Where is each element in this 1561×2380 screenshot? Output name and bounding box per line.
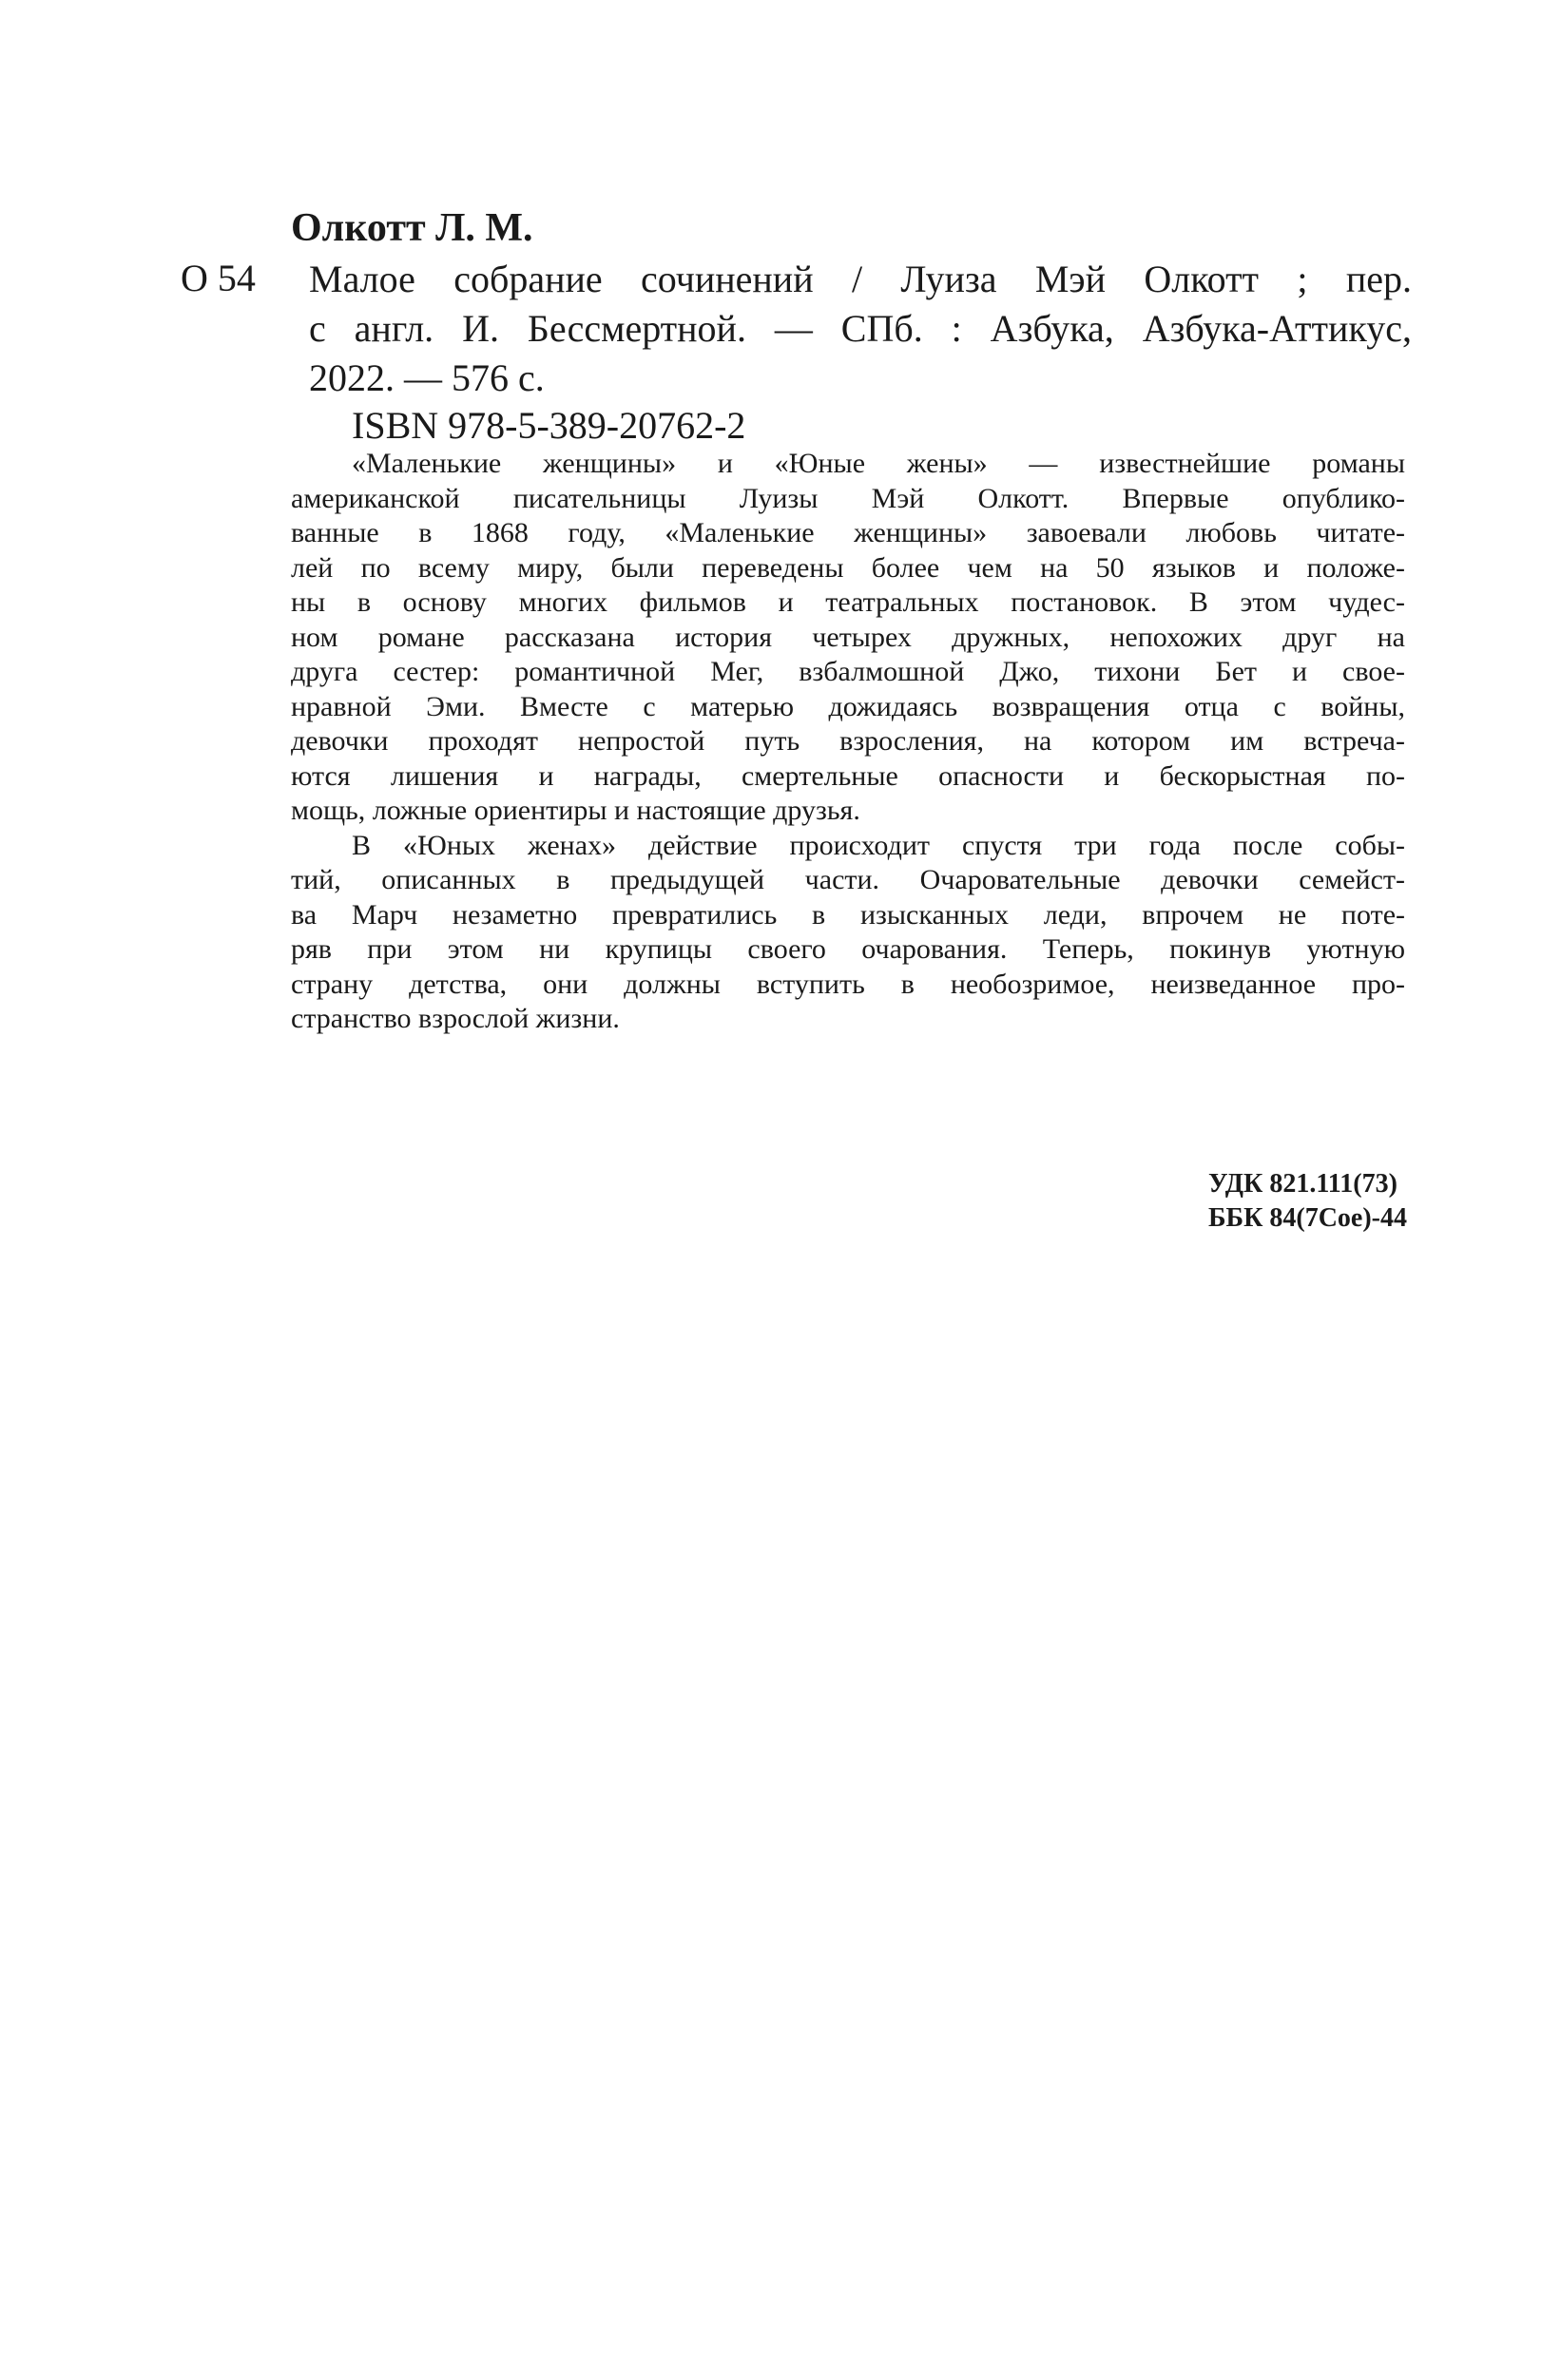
udk-code: УДК 821.111(73) xyxy=(1208,1169,1397,1199)
annotation-line: ва Марч незаметно превратились в изысканных леди, впрочем не поте- xyxy=(291,898,1405,931)
bbk-code: ББК 84(7Сое)-44 xyxy=(1208,1203,1407,1233)
description-line: 2022. — 576 с. xyxy=(309,356,545,399)
annotation-line: ются лишения и награды, смертельные опасности и бескорыстная по- xyxy=(291,759,1405,792)
annotation-line: нравной Эми. Вместе с матерью дожидаясь возвращения отца с войны, xyxy=(291,690,1405,722)
bibliographic-description xyxy=(309,255,1412,403)
annotation-line: лей по всему миру, были переведены более чем на 50 языков и положе- xyxy=(291,551,1405,584)
classification-codes xyxy=(1208,1167,1407,1236)
author-heading: Олкотт Л. М. xyxy=(291,206,533,250)
annotation-line: ном романе рассказана история четырех дружных, непохожих друг на xyxy=(291,621,1405,653)
annotation-line: мощь, ложные ориентиры и настоящие друзья. xyxy=(291,795,860,826)
annotation-line: ны в основу многих фильмов и театральных постановок. В этом чудес- xyxy=(291,586,1405,618)
catalog-code: О 54 xyxy=(181,257,256,299)
annotation-line: страну детства, они должны вступить в необозримое, неизведанное про- xyxy=(291,968,1405,1000)
description-line: Малое собрание сочинений / Луиза Мэй Олкотт ; пер. xyxy=(309,258,1412,300)
annotation-line: американской писательницы Луизы Мэй Олкотт. Впервые опублико- xyxy=(291,482,1405,514)
annotation-line: друга сестер: романтичной Мег, взбалмошной Джо, тихони Бет и свое- xyxy=(291,656,1405,687)
isbn: ISBN 978-5-389-20762-2 xyxy=(352,404,746,447)
annotation-line: девочки проходят непростой путь взросления, на котором им встреча- xyxy=(291,725,1405,757)
annotation-line: ряв при этом ни крупицы своего очарования. Теперь, покинув уютную xyxy=(291,933,1405,965)
annotation-line: тий, описанных в предыдущей части. Очаровательные девочки семейст- xyxy=(291,864,1405,895)
annotation-line: странство взрослой жизни. xyxy=(291,1003,620,1034)
annotation-line: «Маленькие женщины» и «Юные жены» — известнейшие романы xyxy=(352,448,1405,479)
annotation xyxy=(291,447,1405,1037)
annotation-line: В «Юных женах» действие происходит спустя три года после собы- xyxy=(352,829,1405,861)
description-line: с англ. И. Бессмертной. — СПб. : Азбука, Азбука-Аттикус, xyxy=(309,307,1412,350)
annotation-line: ванные в 1868 году, «Маленькие женщины» завоевали любовь читате- xyxy=(291,517,1405,548)
